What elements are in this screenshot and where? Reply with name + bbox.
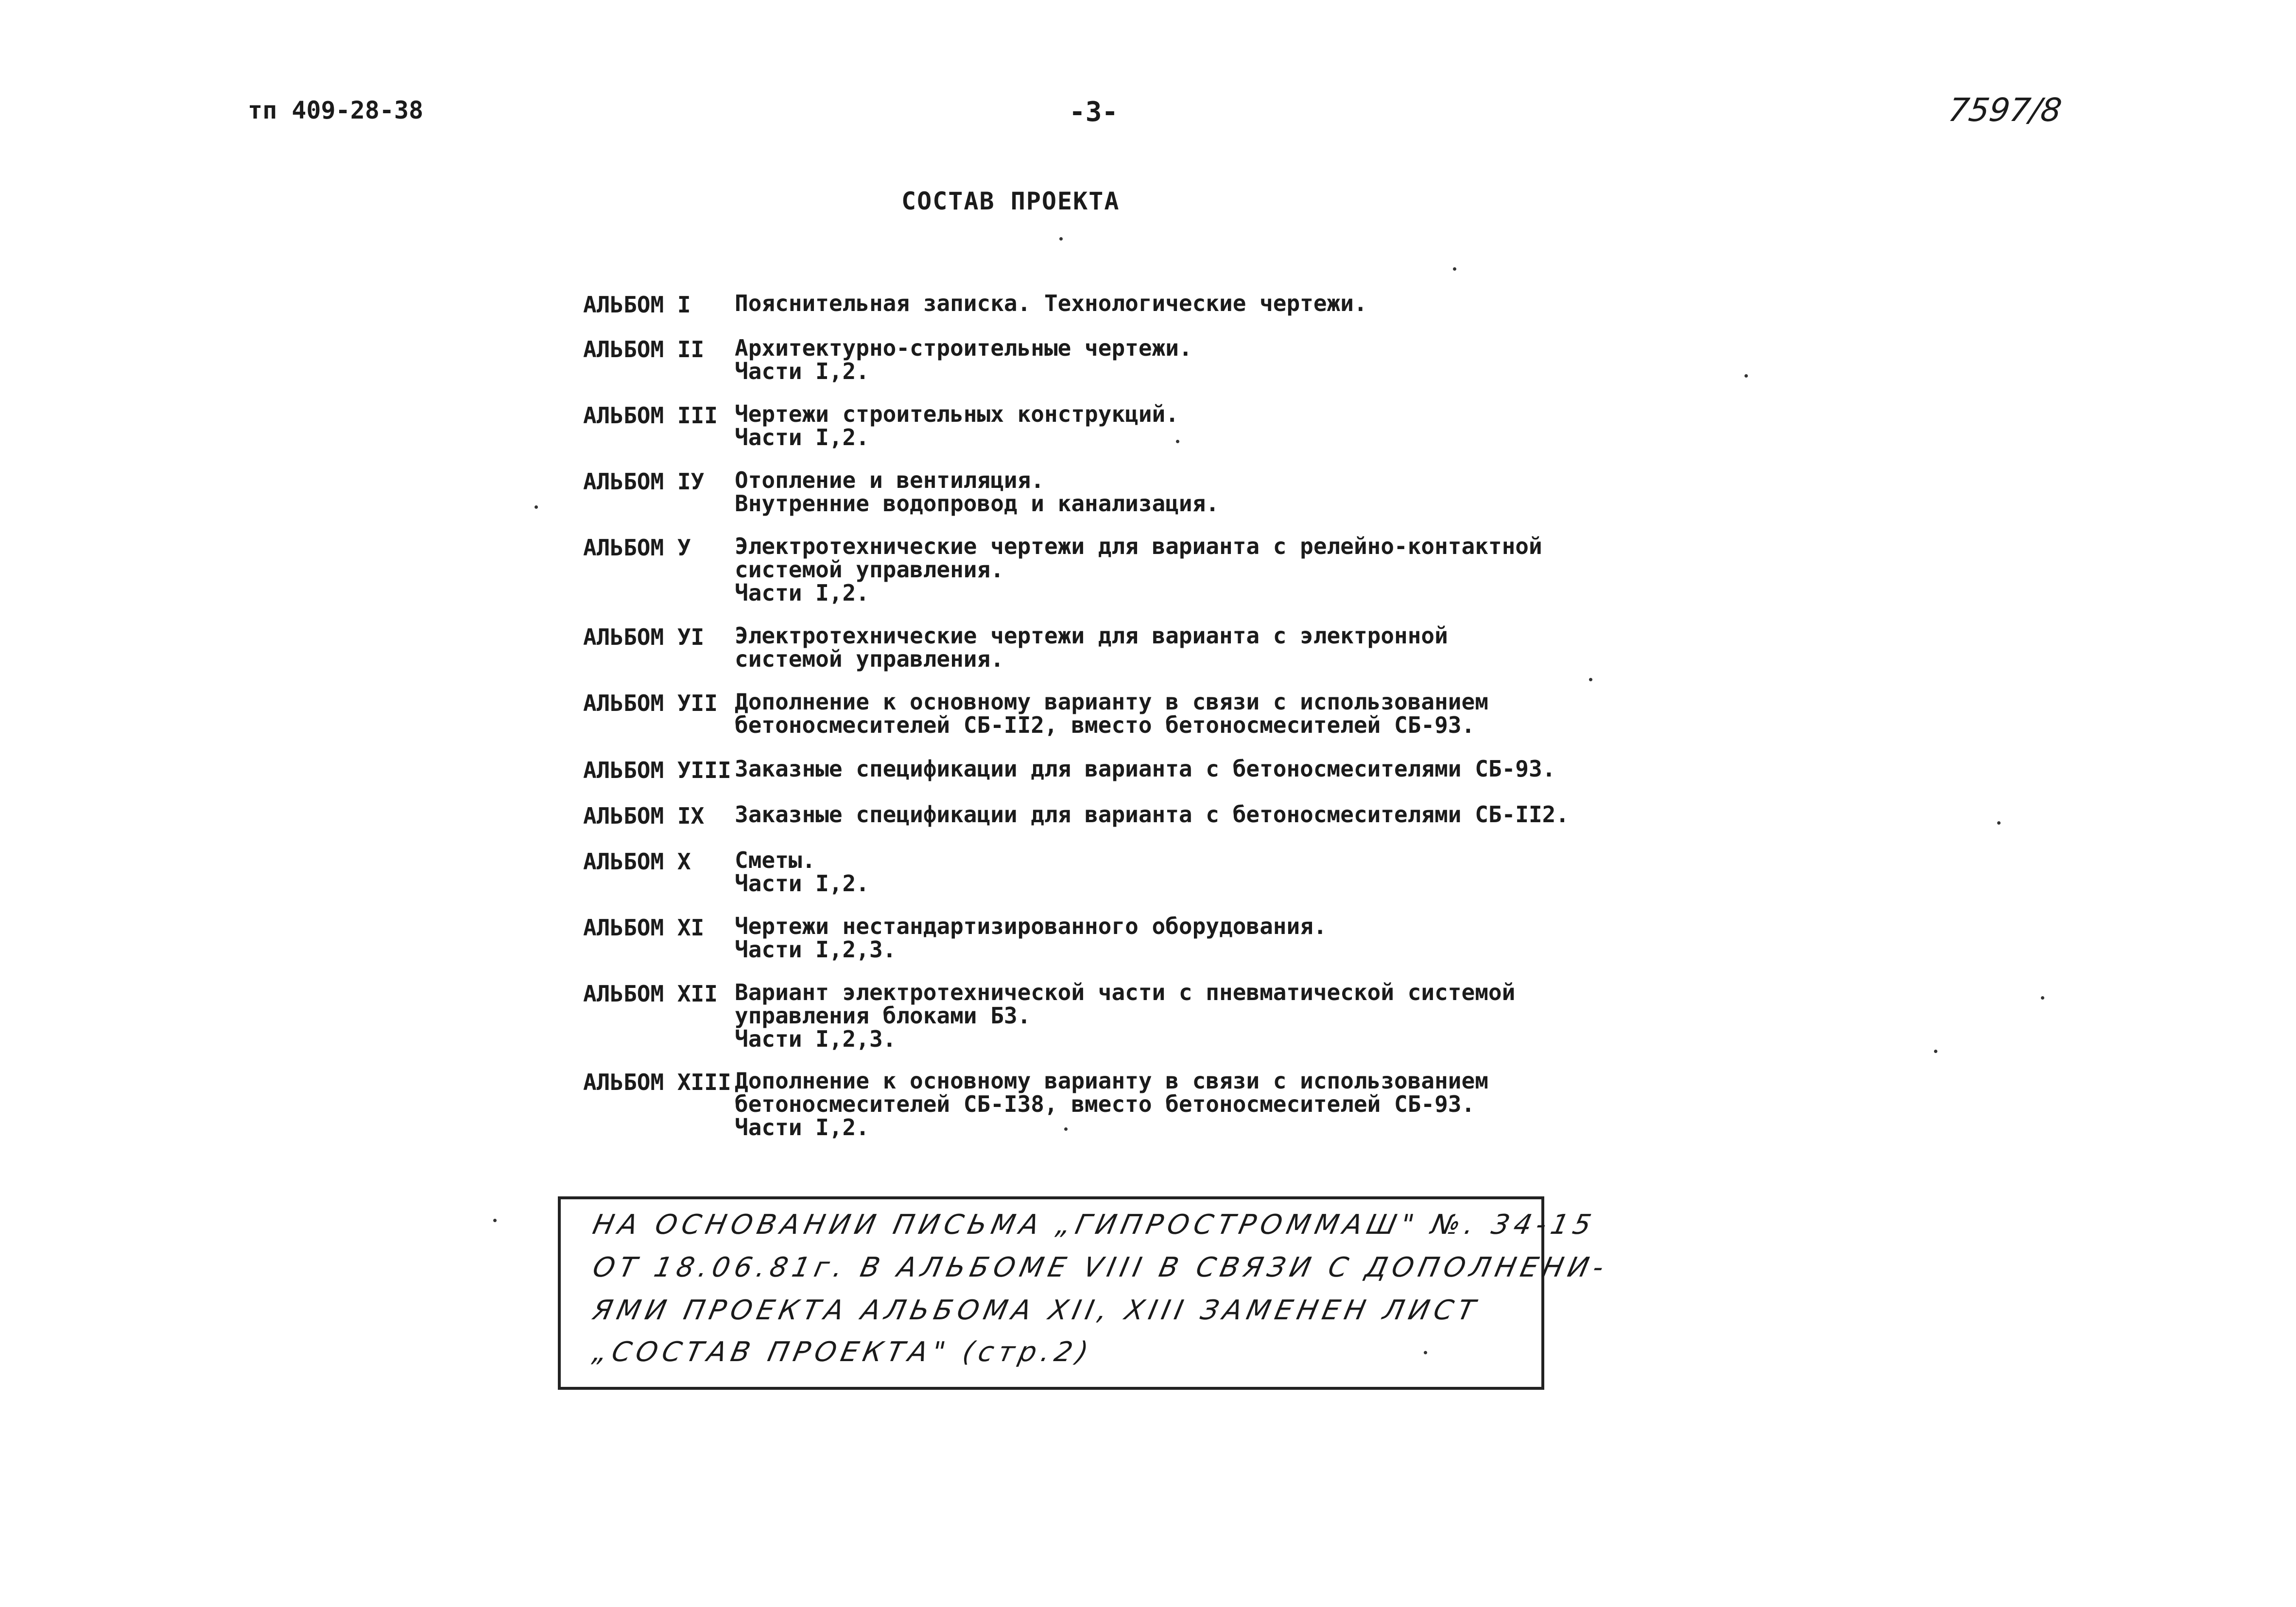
scan-speck bbox=[1997, 821, 2001, 825]
album-line: Чертежи нестандартизированного оборудования. bbox=[735, 913, 1327, 939]
album-line: системой управления. bbox=[735, 646, 1004, 672]
album-line: Части I,2. bbox=[735, 424, 869, 450]
album-line: системой управления. bbox=[735, 556, 1004, 583]
album-line: Заказные спецификации для варианта с бетоносмесителями СБ-II2. bbox=[735, 801, 1570, 828]
album-line: Чертежи строительных конструкций. bbox=[735, 401, 1179, 427]
album-description bbox=[735, 803, 1658, 826]
album-label: АЛЬБОМ УIII bbox=[583, 757, 731, 783]
handwritten-note-box bbox=[558, 1196, 1611, 1390]
scan-speck bbox=[535, 505, 538, 509]
scan-speck bbox=[2041, 996, 2044, 1000]
scan-speck bbox=[1589, 678, 1592, 681]
scan-speck bbox=[1453, 267, 1456, 271]
album-label: АЛЬБОМ II bbox=[583, 336, 705, 363]
note-line: НА ОСНОВАНИИ ПИСЬМА „ГИПРОСТРОММАШ" №. 34-15 bbox=[590, 1209, 1599, 1241]
album-description bbox=[735, 848, 1658, 895]
album-line: Части I,2. bbox=[735, 870, 869, 897]
album-label: АЛЬБОМ XII bbox=[583, 981, 718, 1007]
album-line: Сметы. bbox=[735, 847, 816, 873]
album-line: Электротехнические чертежи для варианта с релейно-контактной bbox=[735, 533, 1542, 559]
album-line: Вариант электротехнической части с пневматической системой bbox=[735, 979, 1516, 1005]
album-description bbox=[735, 624, 1658, 671]
album-line: Электротехнические чертежи для варианта с электронной bbox=[735, 622, 1448, 649]
scan-speck bbox=[1424, 1351, 1427, 1354]
album-line: Части I,2. bbox=[735, 358, 869, 384]
document-code: тп 409-28-38 bbox=[248, 96, 424, 124]
sheet-number: 7597/8 bbox=[1946, 91, 2064, 129]
album-line: Заказные спецификации для варианта с бетоносмесителями СБ-93. bbox=[735, 756, 1556, 782]
album-label: АЛЬБОМ XI bbox=[583, 915, 705, 941]
album-line: Архитектурно-строительные чертежи. bbox=[735, 335, 1192, 361]
album-description bbox=[735, 336, 1658, 383]
note-line: ОТ 18.06.81г. В АЛЬБОМЕ VIII В СВЯЗИ С ДОПОЛНЕНИ- bbox=[590, 1252, 1611, 1283]
scan-speck bbox=[1934, 1050, 1937, 1053]
note-line: ЯМИ ПРОЕКТА АЛЬБОМА XII, XIII ЗАМЕНЕН ЛИСТ bbox=[590, 1295, 1483, 1326]
album-line: Дополнение к основному варианту в связи с использованием bbox=[735, 689, 1488, 715]
album-line: Части I,2,3. bbox=[735, 936, 897, 963]
album-line: Части I,2. bbox=[735, 1114, 869, 1140]
note-line: „СОСТАВ ПРОЕКТА" (стр.2) bbox=[590, 1336, 1096, 1368]
album-label: АЛЬБОМ I bbox=[583, 292, 691, 318]
album-line: Внутренние водопровод и канализация. bbox=[735, 490, 1219, 517]
album-description bbox=[735, 535, 1658, 605]
scan-speck bbox=[1176, 440, 1179, 443]
album-line: бетоносмесителей СБ-I38, вместо бетоносмесителей СБ-93. bbox=[735, 1091, 1475, 1117]
album-label: АЛЬБОМ X bbox=[583, 848, 691, 875]
album-line: бетоносмесителей СБ-II2, вместо бетоносмесителей СБ-93. bbox=[735, 712, 1475, 738]
album-line: Части I,2. bbox=[735, 580, 869, 606]
album-line: Отопление и вентиляция. bbox=[735, 467, 1044, 493]
scan-speck bbox=[1064, 1127, 1068, 1131]
scan-speck bbox=[1059, 237, 1063, 241]
album-line: Дополнение к основному варианту в связи с использованием bbox=[735, 1068, 1488, 1094]
album-label: АЛЬБОМ УI bbox=[583, 624, 705, 650]
scan-speck bbox=[1744, 374, 1748, 378]
album-line: управления блоками БЗ. bbox=[735, 1002, 1031, 1029]
album-label: АЛЬБОМ III bbox=[583, 402, 718, 429]
page-number: -3- bbox=[1069, 96, 1119, 128]
album-label: АЛЬБОМ IУ bbox=[583, 468, 705, 495]
album-description bbox=[735, 468, 1658, 515]
album-label: АЛЬБОМ IX bbox=[583, 803, 705, 829]
scan-speck bbox=[493, 1219, 497, 1222]
album-line: Части I,2,3. bbox=[735, 1026, 897, 1052]
album-description bbox=[735, 402, 1658, 449]
album-description bbox=[735, 915, 1658, 961]
album-label: АЛЬБОМ У bbox=[583, 535, 691, 561]
album-description bbox=[735, 981, 1658, 1051]
album-description bbox=[735, 757, 1658, 780]
album-description bbox=[735, 1069, 1658, 1139]
album-description bbox=[735, 690, 1658, 737]
album-label: АЛЬБОМ XIII bbox=[583, 1069, 731, 1095]
album-description bbox=[735, 292, 1658, 315]
album-line: Пояснительная записка. Технологические чертежи. bbox=[735, 290, 1367, 316]
album-label: АЛЬБОМ УII bbox=[583, 690, 718, 716]
page-title: СОСТАВ ПРОЕКТА bbox=[901, 187, 1120, 215]
